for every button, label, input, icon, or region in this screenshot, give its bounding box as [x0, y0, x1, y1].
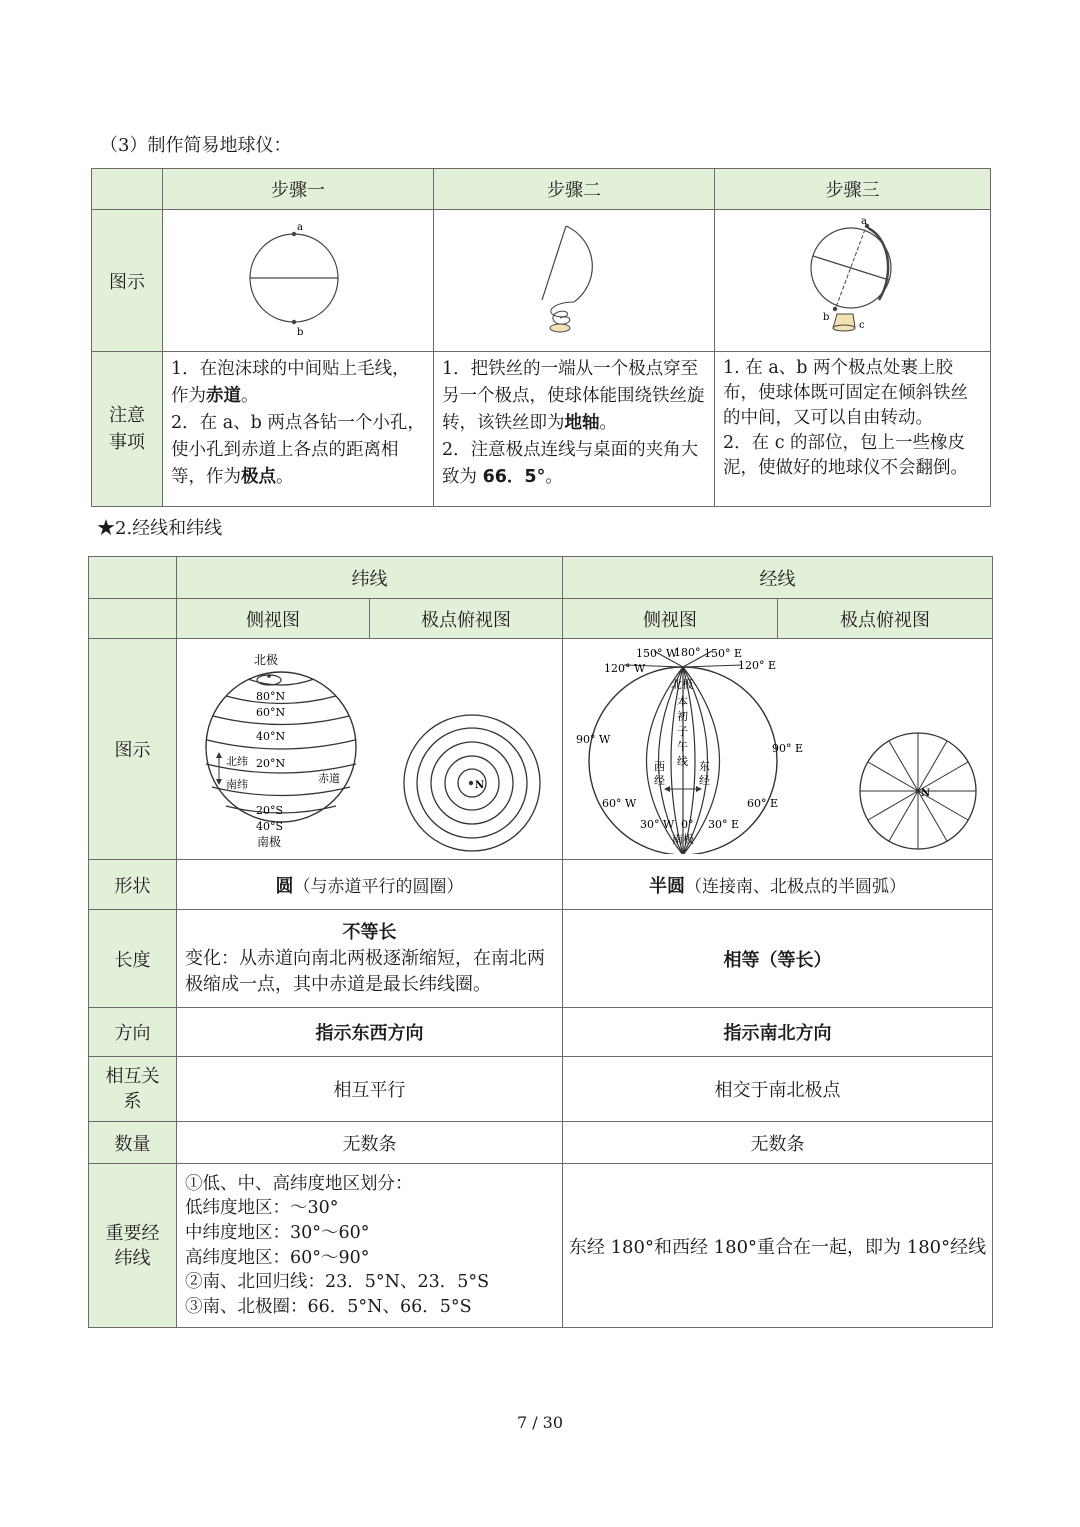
section2-title: ★2.经线和纬线 — [97, 518, 223, 539]
row-label-relation: 相互关系 — [89, 1057, 177, 1122]
lat-length: 不等长 变化：从赤道向南北两极逐渐缩短，在南北两极缩成一点，其中赤道是最长纬线圈。 — [177, 910, 563, 1008]
step1-notes: 1．在泡沫球的中间贴上毛线，作为赤道。 2．在 a、b 两点各钻一个小孔，使小孔到赤道上各点的距离相等，作为极点。 — [163, 352, 434, 507]
lat-side-view-header: 侧视图 — [177, 599, 370, 639]
step3-notes: 1. 在 a、b 两个极点处裹上胶布，使球体既可固定在倾斜铁丝的中间，又可以自由转动。 2．在 c 的部位，包上一些橡皮泥，使做好的地球仪不会翻倒。 — [715, 352, 991, 507]
lon-label-60e: 60° E — [746, 797, 778, 810]
term-axis: 地轴 — [564, 413, 600, 433]
page-number: 7 / 30 — [516, 1413, 564, 1432]
lon-shape: 半圆（连接南、北极点的半圆弧） — [563, 860, 993, 910]
latitude-side-view-globe — [206, 652, 356, 849]
term-equator: 赤道 — [206, 386, 241, 406]
lat-label-north-lat: 北纬 — [225, 755, 248, 768]
latitude-illustrations — [177, 639, 563, 860]
lon-label-prime-meridian: 子 — [676, 725, 688, 738]
lat-polar-label-n: N — [474, 780, 484, 791]
step3-label-c: c — [858, 320, 865, 331]
lon-label-150w: 150° W — [635, 647, 677, 660]
lat-polar-view-header: 极点俯视图 — [370, 599, 563, 639]
lat-important: ①低、中、高纬度地区划分： 低纬度地区：～30° 中纬度地区：30°～60° 高纬度地区：60°～90° ②南、北回归线：23．5°N、23．5°S ③南、北极圈：66．5°N、66．5°S — [177, 1164, 563, 1328]
step1-label-a: a — [297, 222, 303, 233]
step1-globe-diagram — [238, 218, 358, 338]
lon-relation: 相交于南北极点 — [563, 1057, 993, 1122]
lat-shape: 圆（与赤道平行的圆圈） — [177, 860, 563, 910]
lon-label-prime-meridian: 午 — [676, 740, 688, 753]
step2-wire-diagram — [514, 216, 634, 340]
step1-illustration — [163, 210, 434, 352]
row-label-illustration: 图示 — [92, 210, 163, 352]
step3-label-b: b — [822, 312, 829, 323]
lon-label-west-lon: 经 — [653, 774, 665, 787]
latitude-longitude-table — [88, 556, 993, 1328]
lat-direction: 指示东西方向 — [177, 1008, 563, 1057]
step1-header: 步骤一 — [163, 169, 434, 210]
lon-label-east-lon: 经 — [698, 774, 710, 787]
lon-polar-view-header: 极点俯视图 — [778, 599, 993, 639]
lon-label-east-lon: 东 — [698, 760, 710, 773]
lon-label-60w: 60° W — [601, 797, 636, 810]
step3-label-a: a — [860, 216, 867, 227]
latitude-diagrams — [178, 639, 562, 854]
step1-label-b: b — [297, 327, 304, 338]
lat-label-20s: 20°S — [255, 804, 283, 817]
row-label-notes: 注意事项 — [92, 352, 163, 507]
term-angle: 66．5° — [482, 467, 546, 487]
row-label-length: 长度 — [89, 910, 177, 1008]
term-pole: 极点 — [241, 467, 276, 487]
row-label-shape: 形状 — [89, 860, 177, 910]
row-label-important: 重要经纬线 — [89, 1164, 177, 1328]
step3-illustration — [715, 210, 991, 352]
lon-polar-label-n: N — [920, 788, 930, 799]
lon-label-90e: 90° E — [771, 742, 803, 755]
section3-title: （3）制作简易地球仪： — [100, 135, 292, 156]
step3-globe-diagram — [793, 216, 913, 340]
lat-label-80n: 80°N — [255, 690, 285, 703]
row-label-illustration-2: 图示 — [89, 639, 177, 860]
lon-label-prime-meridian: 本 — [676, 695, 688, 708]
lat-count: 无数条 — [177, 1122, 563, 1164]
lat-label-south-pole: 南极 — [256, 835, 281, 849]
lon-label-prime-meridian: 线 — [676, 755, 688, 768]
lon-label-150e: 150° E — [703, 647, 742, 660]
step2-illustration — [434, 210, 715, 352]
longitude-diagrams — [564, 639, 992, 854]
lon-label-west-lon: 西 — [653, 760, 665, 773]
latitude-header: 纬线 — [177, 557, 563, 599]
lat-label-north-pole: 北极 — [253, 653, 278, 667]
lon-label-120w: 120° W — [603, 662, 645, 675]
lat-label-40n: 40°N — [255, 730, 285, 743]
lat-label-40s: 40°S — [255, 820, 283, 833]
lon-label-30e: 30° E — [707, 818, 739, 831]
longitude-header: 经线 — [563, 557, 993, 599]
step2-header: 步骤二 — [434, 169, 715, 210]
globe-making-table — [91, 168, 991, 507]
lon-label-prime-meridian: 初 — [676, 710, 688, 723]
lon-label-90w: 90° W — [575, 733, 610, 746]
table2-corner — [89, 557, 177, 599]
lat-label-20n: 20°N — [255, 757, 285, 770]
lon-side-view-header: 侧视图 — [563, 599, 778, 639]
longitude-side-view-globe — [576, 646, 803, 854]
step3-header: 步骤三 — [715, 169, 991, 210]
lon-label-0: 0° — [680, 818, 693, 831]
lon-label-south-pole: 南极 — [671, 833, 694, 846]
lat-label-equator: 赤道 — [317, 772, 340, 785]
lat-label-south-lat: 南纬 — [225, 778, 248, 791]
lon-important: 东经 180°和西经 180°重合在一起，即为 180°经线 — [563, 1164, 993, 1328]
longitude-polar-view-spokes — [860, 733, 976, 849]
table1-corner — [92, 169, 163, 210]
lon-label-prime-meridian-vertical — [654, 694, 710, 787]
longitude-illustrations — [563, 639, 993, 860]
row-label-count: 数量 — [89, 1122, 177, 1164]
lat-relation: 相互平行 — [177, 1057, 563, 1122]
table2-corner-2 — [89, 599, 177, 639]
lon-label-180: 180° — [673, 646, 700, 659]
lon-label-120e: 120° E — [737, 659, 776, 672]
lon-length: 相等（等长） — [563, 910, 993, 1008]
lat-label-60n: 60°N — [255, 706, 285, 719]
lon-count: 无数条 — [563, 1122, 993, 1164]
row-label-direction: 方向 — [89, 1008, 177, 1057]
lon-label-north-pole: 北极 — [670, 678, 693, 691]
latitude-polar-view-circles — [404, 715, 540, 851]
step2-notes: 1．把铁丝的一端从一个极点穿至另一个极点，使球体能围绕铁丝旋转，该铁丝即为地轴。 2．注意极点连线与桌面的夹角大致为 66．5°。 — [434, 352, 715, 507]
lon-label-30w: 30° W — [639, 818, 674, 831]
lon-direction: 指示南北方向 — [563, 1008, 993, 1057]
